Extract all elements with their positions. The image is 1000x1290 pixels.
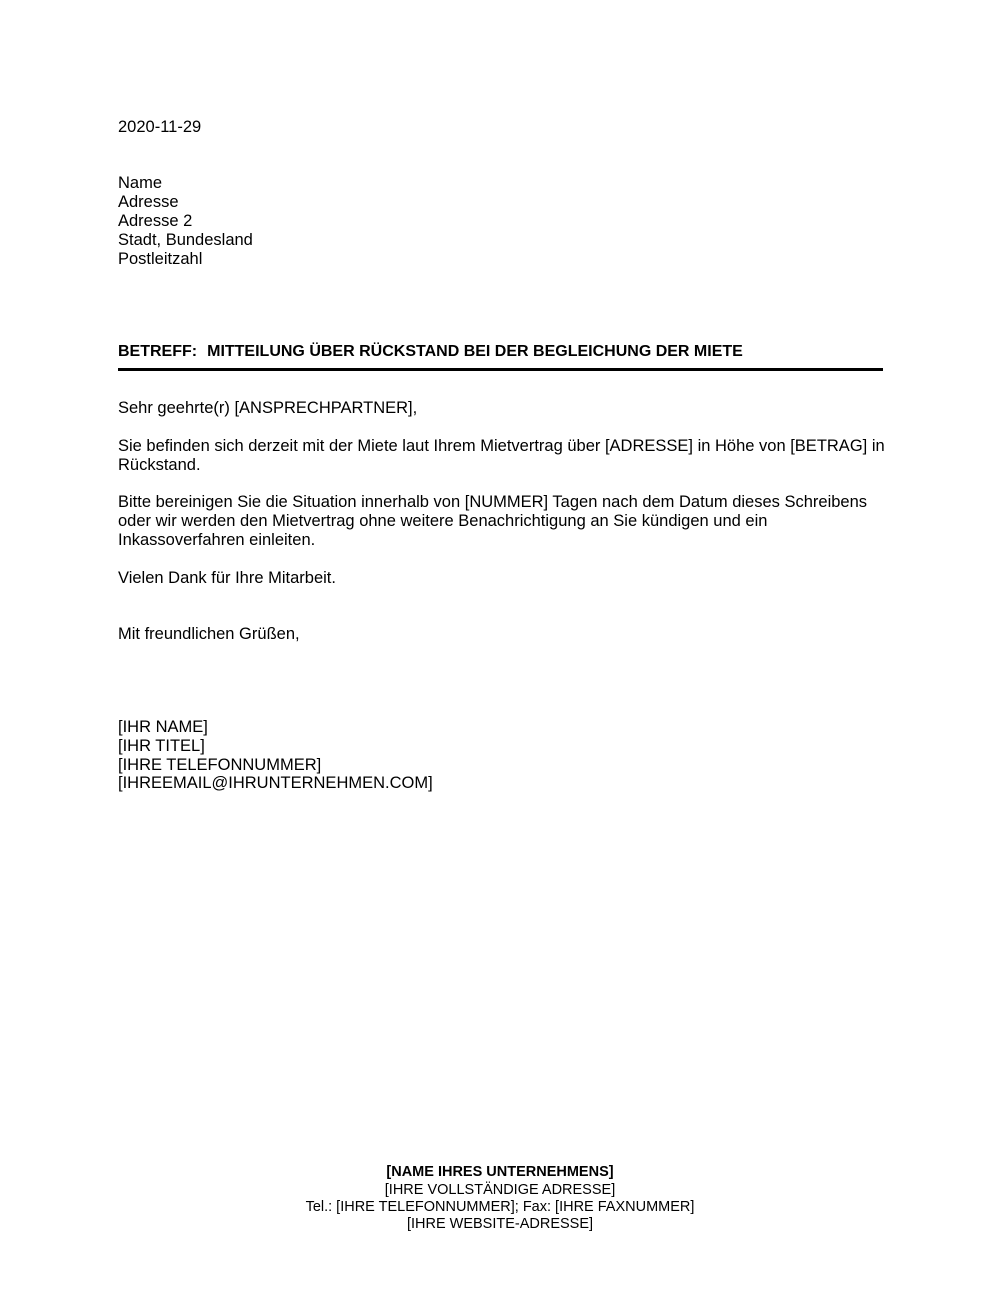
letter-date: 2020-11-29: [118, 118, 202, 136]
paragraph-2-line-2: oder wir werden den Mietvertrag ohne weitere Benachrichtigung an Sie kündigen und ein: [118, 512, 768, 530]
subject-divider: [118, 368, 883, 371]
footer-address: [IHRE VOLLSTÄNDIGE ADRESSE]: [384, 1182, 616, 1198]
recipient-address-2: Adresse 2: [118, 212, 193, 230]
subject-text: MITTEILUNG ÜBER RÜCKSTAND BEI DER BEGLEICHUNG DER MIETE: [207, 343, 743, 360]
footer-website: [IHRE WEBSITE-ADRESSE]: [406, 1216, 594, 1232]
salutation: Sehr geehrte(r) [ANSPRECHPARTNER],: [118, 399, 418, 417]
footer-contact: Tel.: [IHRE TELEFONNUMMER]; Fax: [IHRE FAXNUMMER]: [305, 1199, 695, 1215]
footer-company-name: [NAME IHRES UNTERNEHMENS]: [386, 1164, 614, 1180]
paragraph-2-line-3: Inkassoverfahren einleiten.: [118, 531, 316, 549]
signature-phone: [IHRE TELEFONNUMMER]: [118, 756, 322, 774]
signature-name: [IHR NAME]: [118, 718, 208, 736]
recipient-name: Name: [118, 174, 163, 192]
signature-title: [IHR TITEL]: [118, 737, 205, 755]
thanks-line: Vielen Dank für Ihre Mitarbeit.: [118, 569, 336, 587]
recipient-address-1: Adresse: [118, 193, 179, 211]
paragraph-1-line-2: Rückstand.: [118, 456, 201, 474]
recipient-postal-code: Postleitzahl: [118, 250, 203, 268]
closing-line: Mit freundlichen Grüßen,: [118, 625, 300, 643]
subject-line: [118, 342, 743, 362]
paragraph-2-line-1: Bitte bereinigen Sie die Situation innerhalb von [NUMMER] Tagen nach dem Datum dieses Schreibens: [118, 493, 868, 511]
signature-email: [IHREEMAIL@IHRUNTERNEHMEN.COM]: [118, 774, 433, 792]
paragraph-1-line-1: Sie befinden sich derzeit mit der Miete laut Ihrem Mietvertrag über [ADRESSE] in Höhe von [BETRAG] in: [118, 437, 885, 455]
recipient-city-state: Stadt, Bundesland: [118, 231, 253, 249]
subject-label: BETREFF:: [118, 343, 198, 360]
